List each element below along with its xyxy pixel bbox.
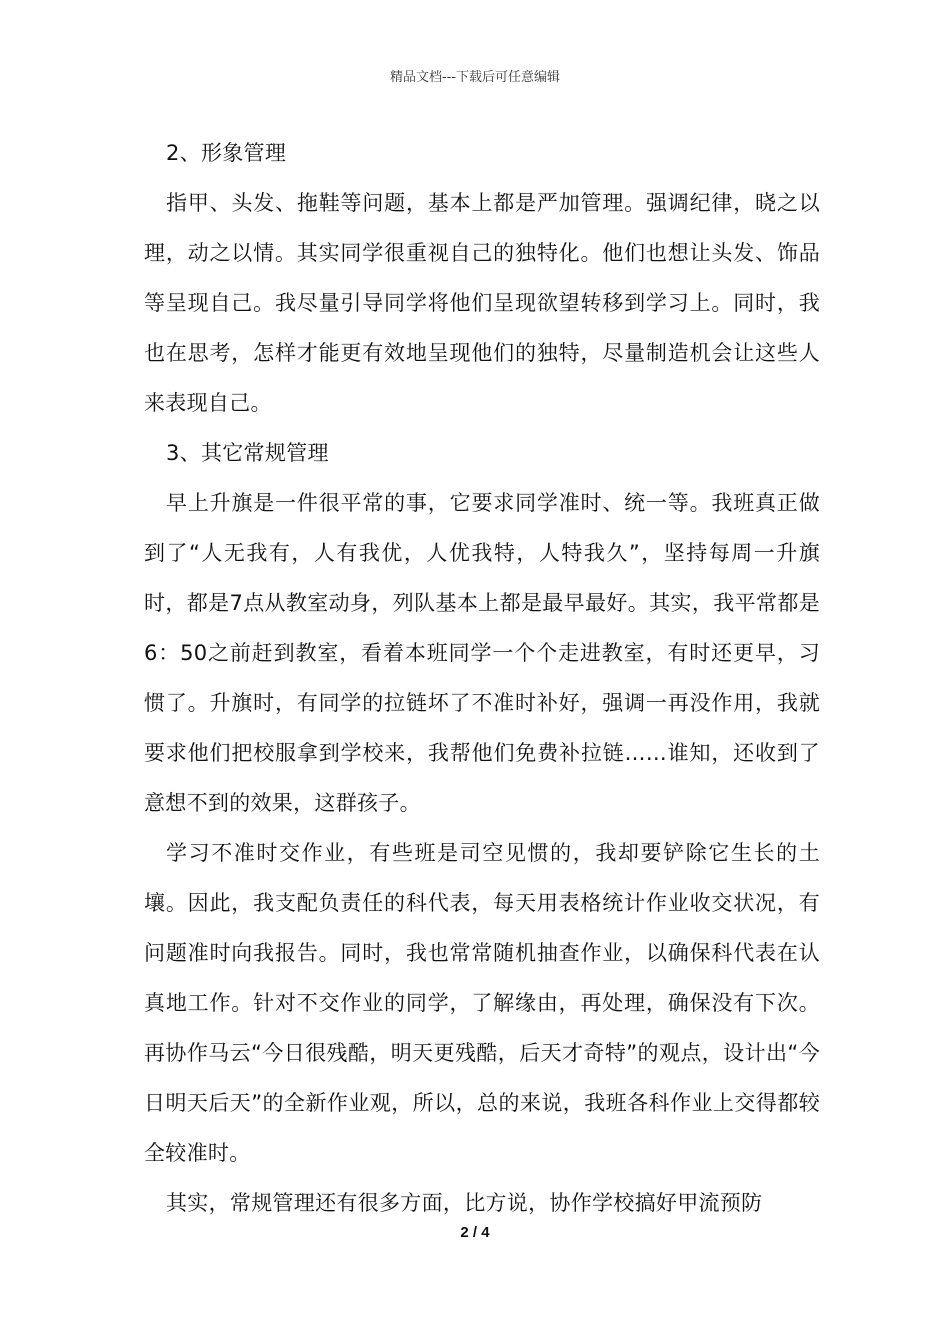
page-number: 2 / 4 (460, 1224, 490, 1241)
document-body (144, 128, 820, 1228)
paragraph-homework: 学习不准时交作业，有些班是司空见惯的，我却要铲除它生长的土壤。因此，我支配负责任的科代表，每天用表格统计作业收交状况，有问题准时向我报告。同时，我也常常随机抽查作业，以确保科代表在认真地工作。针对不交作业的同学，了解缘由，再处理，确保没有下次。再协作马云“今日很残酷，明天更残酷，后天才奇特”的观点，设计出“今日明天后天”的全新作业观，所以，总的来说，我班各科作业上交得都较全较准时。 (144, 841, 820, 1165)
section-heading-other-routine-management: 3、其它常规管理 (166, 441, 329, 465)
page-header: 精品文档---下载后可任意编辑 (389, 70, 561, 85)
section-heading-image-management: 2、形象管理 (166, 141, 287, 165)
paragraph-image-management: 指甲、头发、拖鞋等问题，基本上都是严加管理。强调纪律，晓之以理，动之以情。其实同学很重视自己的独特化。他们也想让头发、饰品等呈现自己。我尽量引导同学将他们呈现欲望转移到学习上。同时，我也在思考，怎样才能更有效地呈现他们的独特，尽量制造机会让这些人来表现自己。 (144, 191, 820, 415)
paragraph-flag-raising: 早上升旗是一件很平常的事，它要求同学准时、统一等。我班真正做到了“人无我有，人有我优，人优我特，人特我久”，坚持每周一升旗时，都是7点从教室动身，列队基本上都是最早最好。其实，我平常都是6：50之前赶到教室，看着本班同学一个个走进教室，有时还更早，习惯了。升旗时，有同学的拉链坏了不准时补好，强调一再没作用，我就要求他们把校服拿到学校来，我帮他们免费补拉链……谁知，还收到了意想不到的效果，这群孩子。 (144, 491, 820, 815)
paragraph-other-aspects: 其实，常规管理还有很多方面，比方说，协作学校搞好甲流预防 (166, 1191, 763, 1215)
